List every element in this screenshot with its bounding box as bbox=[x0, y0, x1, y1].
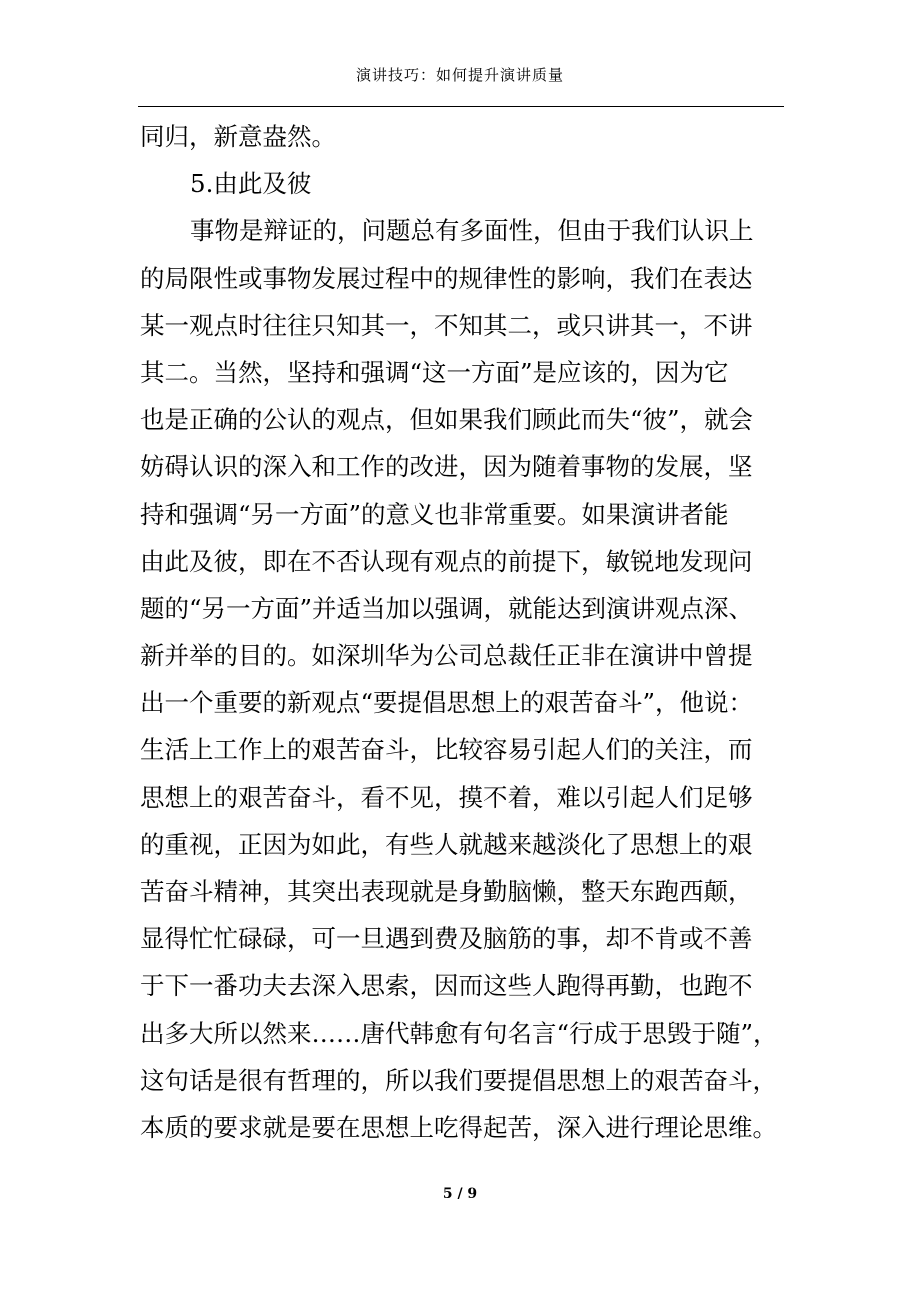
text-line: 出一个重要的新观点“要提倡思想上的艰苦奋斗”，他说： bbox=[140, 688, 754, 718]
text-line: 某一观点时往往只知其一，不知其二，或只讲其一，不讲 bbox=[140, 310, 753, 340]
text-line: 持和强调“另一方面”的意义也非常重要。如果演讲者能 bbox=[140, 499, 729, 529]
text-line: 生活上工作上的艰苦奋斗，比较容易引起人们的关注，而 bbox=[140, 735, 753, 765]
text-line: 题的“另一方面”并适当加以强调，就能达到演讲观点深、 bbox=[140, 593, 754, 623]
text-line: 由此及彼，即在不否认现有观点的前提下，敏锐地发现问 bbox=[140, 546, 753, 576]
text-line: 也是正确的公认的观点，但如果我们顾此而失“彼”，就会 bbox=[140, 405, 754, 435]
text-line: 出多大所以然来……唐代韩愈有句名言“行成于思毁于随”， bbox=[140, 1018, 778, 1048]
body-text bbox=[140, 113, 800, 1151]
text-line: 事物是辩证的，问题总有多面性，但由于我们认识上 bbox=[190, 216, 754, 246]
text-line: 的重视，正因为如此，有些人就越来越淡化了思想上的艰 bbox=[140, 829, 753, 859]
header-divider bbox=[138, 106, 784, 107]
text-line: 苦奋斗精神，其突出表现就是身勤脑懒，整天东跑西颠， bbox=[140, 877, 753, 906]
text-line: 其二。当然，坚持和强调“这一方面”是应该的，因为它 bbox=[140, 357, 729, 387]
text-line: 显得忙忙碌碌，可一旦遇到费及脑筋的事，却不肯或不善 bbox=[140, 924, 753, 954]
text-line: 同归，新意盎然。 bbox=[140, 122, 336, 151]
text-line: 新并举的目的。如深圳华为公司总裁任正非在演讲中曾提 bbox=[140, 641, 753, 671]
text-line: 的局限性或事物发展过程中的规律性的影响，我们在表达 bbox=[140, 263, 753, 293]
section-heading: 5.由此及彼 bbox=[190, 169, 312, 199]
text-line: 于下一番功夫去深入思索，因而这些人跑得再勤，也跑不 bbox=[140, 971, 753, 1001]
page-header-title: 演讲技巧：如何提升演讲质量 bbox=[355, 66, 564, 84]
page-number: 5 / 9 bbox=[442, 1186, 478, 1202]
text-line: 妨碍认识的深入和工作的改进，因为随着事物的发展，坚 bbox=[140, 452, 753, 482]
text-line: 思想上的艰苦奋斗，看不见，摸不着，难以引起人们足够 bbox=[140, 782, 753, 812]
text-line: 这句话是很有哲理的，所以我们要提倡思想上的艰苦奋斗， bbox=[140, 1065, 777, 1095]
text-line: 本质的要求就是要在思想上吃得起苦，深入进行理论思维。 bbox=[140, 1112, 777, 1142]
